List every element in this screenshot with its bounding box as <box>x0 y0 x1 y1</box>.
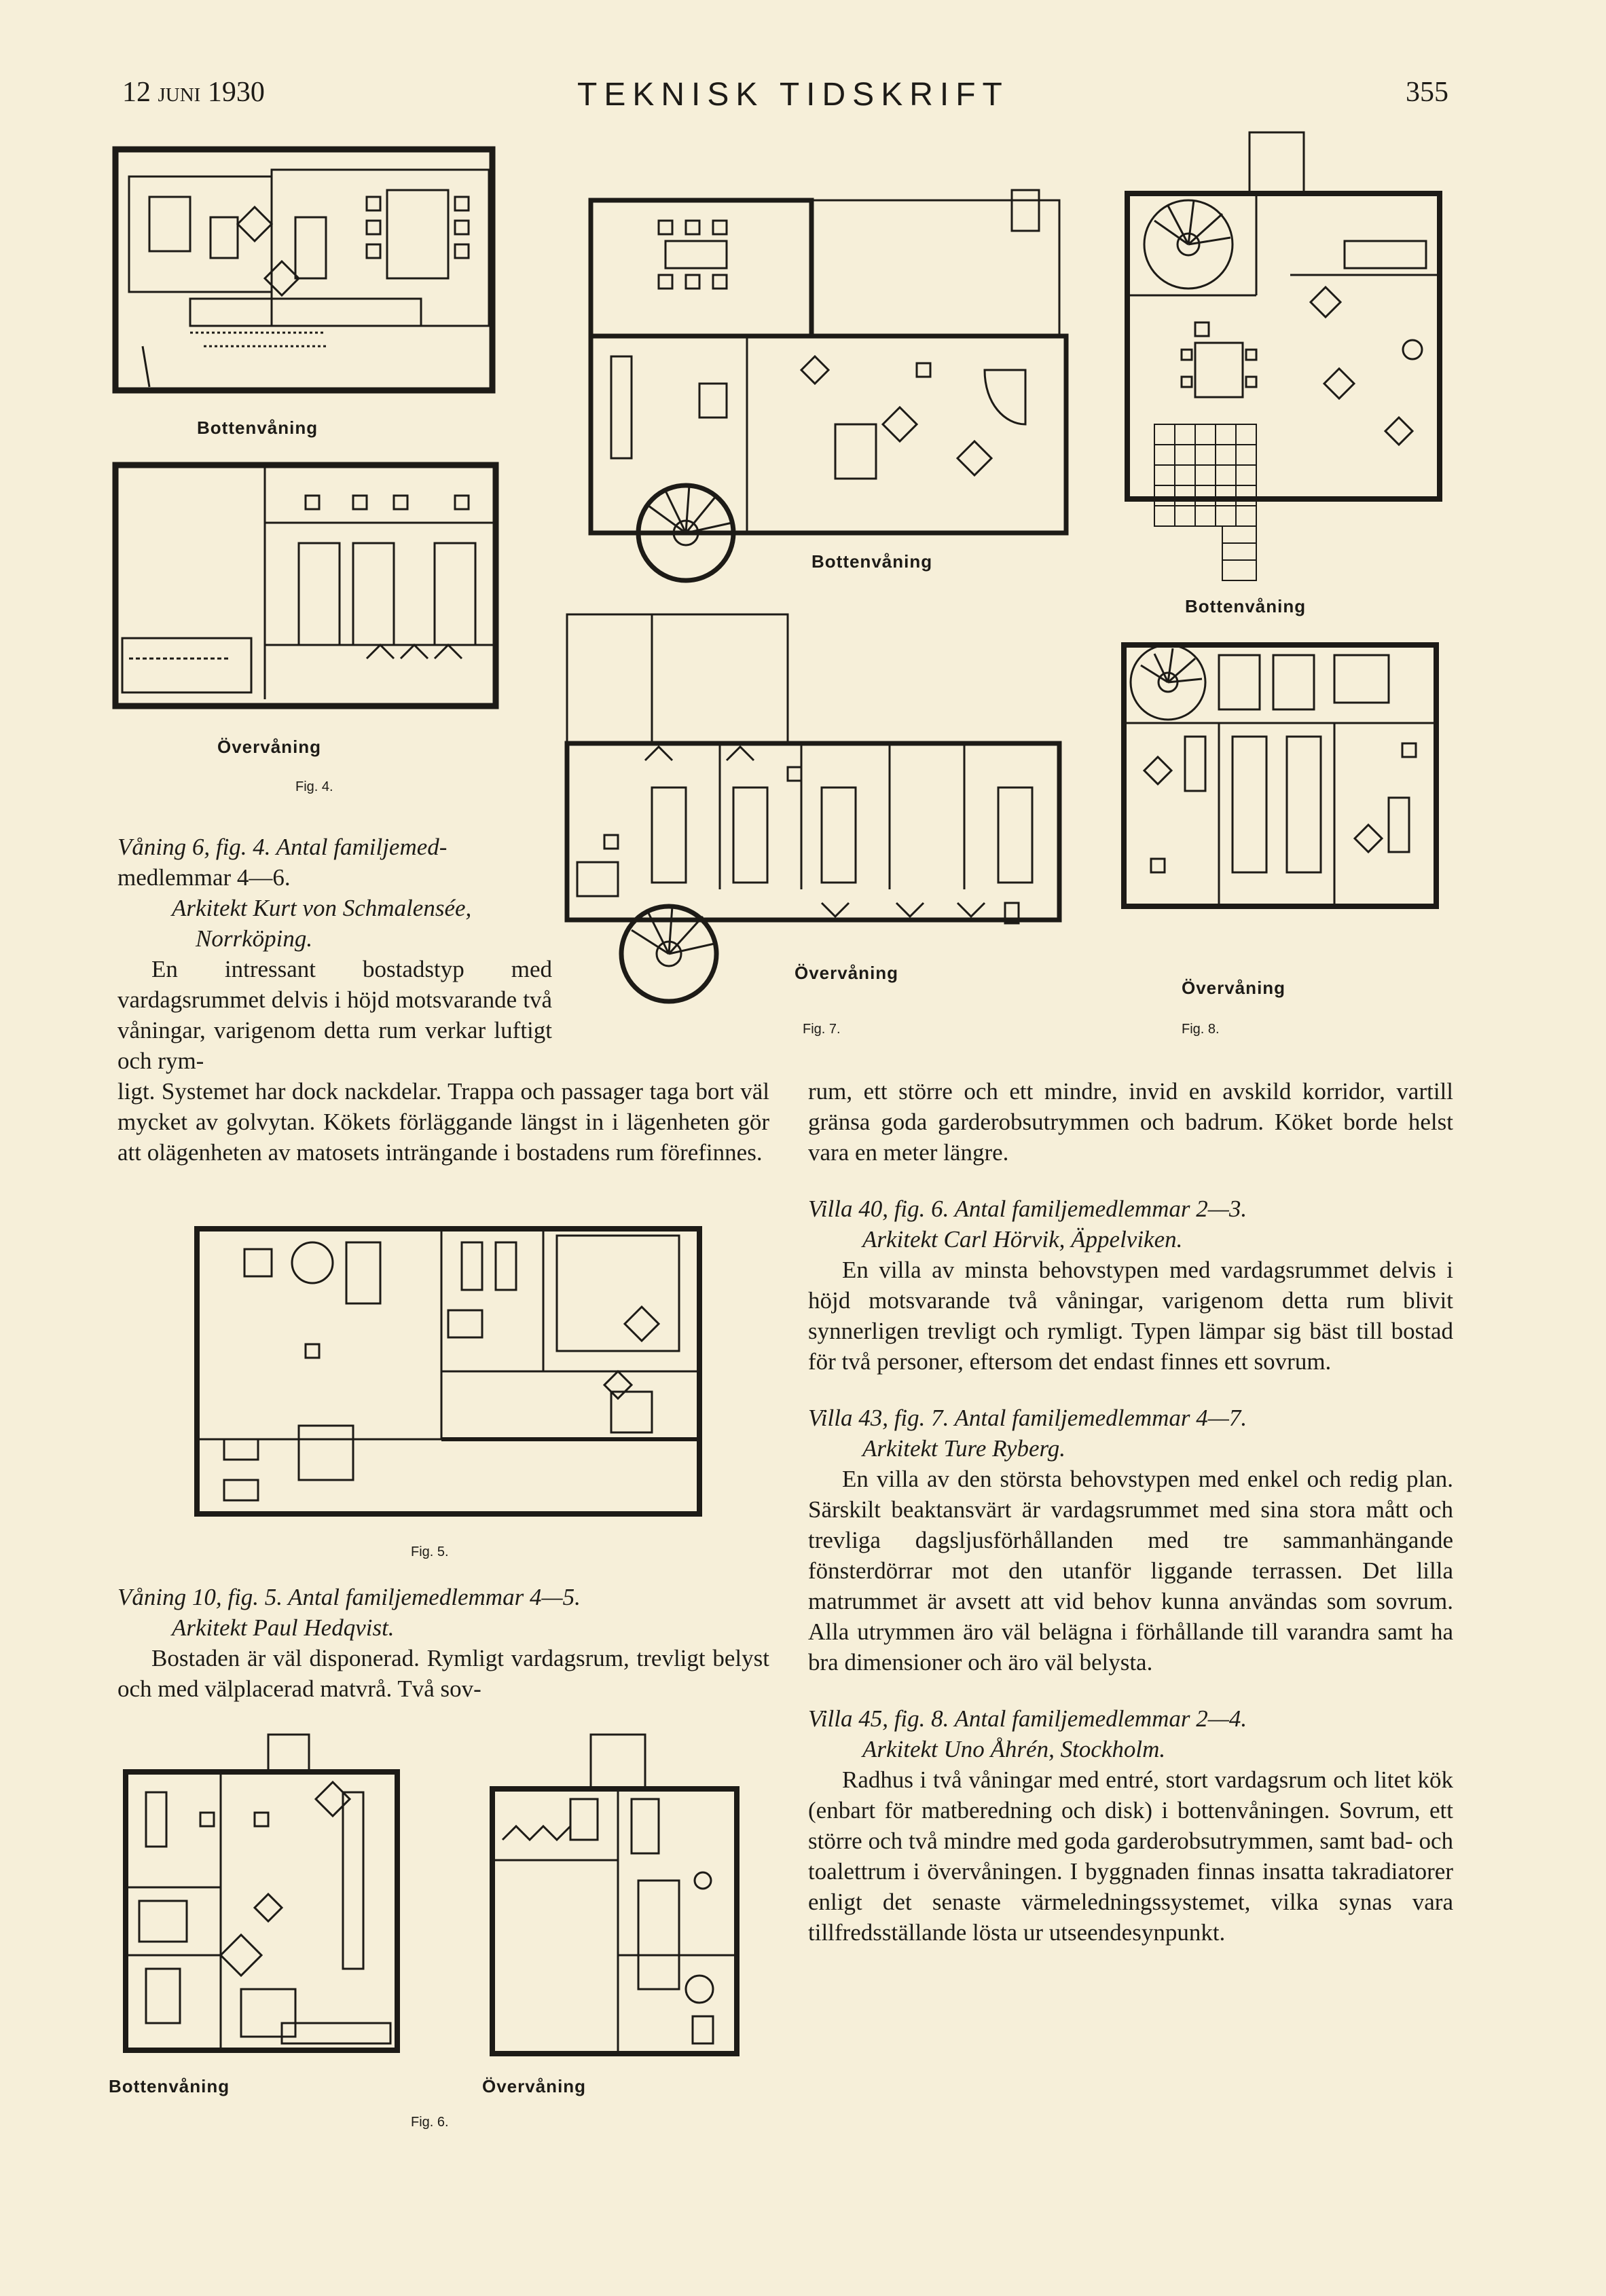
villa40-body: En villa av minsta behovstypen med vardagsrummet delvis i höjd motsvarande två våningar, varigenom detta rum blivit synnerligen trevligt och rymligt. Typen lämpar sig bäst till bostad för två personer, eftersom det endast finnes ett sovrum. <box>808 1257 1453 1375</box>
villa43-architect: Arkitekt Ture Ryberg. <box>862 1435 1066 1462</box>
fig7-ground-floor-plan <box>577 187 1087 594</box>
text-right-column <box>808 1076 1453 1948</box>
fig6-upper-label: Övervåning <box>482 2076 587 2096</box>
vaning6-heading-2: medlemmar 4—6. <box>117 864 291 891</box>
sovrum-continuation: rum, ett större och ett mindre, invid en avskild korridor, vartill gränsa goda garderobsutrymmen och badrum. Köket borde helst vara en meter längre. <box>808 1078 1453 1166</box>
fig4-caption: Fig. 4. <box>295 779 333 794</box>
villa40-heading: Villa 40, fig. 6. Antal familjemedlemmar 2—3. <box>808 1196 1247 1222</box>
fig4-ground-label: Bottenvåning <box>197 418 318 438</box>
fig7-upper-label: Övervåning <box>795 963 899 983</box>
vaning6-architect-1: Arkitekt Kurt von Schmalensée, <box>172 895 472 921</box>
fig4-upper-floor-plan <box>109 455 503 713</box>
vaning6-architect-2: Norrköping. <box>196 925 313 952</box>
vaning6-body-start: En intressant bostadstyp med vardagsrummet delvis i höjd motsvarande två våningar, varigenom detta rum verkar luftigt och rym- <box>117 956 552 1074</box>
header-date: 12 juni 1930 <box>122 77 265 108</box>
fig7-caption: Fig. 7. <box>803 1022 841 1037</box>
fig8-ground-floor-plan <box>1114 126 1457 594</box>
text-vaning6-body <box>117 954 769 1076</box>
villa43-body: En villa av den största behovstypen med enkel och redig plan. Särskilt beaktansvärt är vardagsrummet med sina stora mått och trevliga dagsljusförhållanden med tre sammanhängande fönsterdörrar mot den utanför liggande terrassen. Det lilla matrummet är avsett att vid behov kunna användas som sovrum. Alla utrymmen äro väl belägna i förhållande till varandra samt ha bra dimensioner och äro väl belysta. <box>808 1466 1453 1675</box>
fig6-ground-floor-plan <box>119 1731 404 2071</box>
villa45-body: Radhus i två våningar med entré, stort vardagsrum och litet kök (enbart för matberedning och disk) i bottenvåningen. Sovrum, ett större och två mindre med goda garderobsutrymmen, samt bad- och toalettrum i övervåningen. I byggnaden finnas insatta takradiatorer enligt det senaste värmeledningssystemet, vilka synas vara tillfredsställande lösta ur utseendesynpunkt. <box>808 1766 1453 1946</box>
fig5-caption: Fig. 5. <box>411 1544 449 1559</box>
villa43-heading: Villa 43, fig. 7. Antal familjemedlemmar 4—7. <box>808 1405 1247 1431</box>
text-vaning6 <box>117 832 552 954</box>
vaning10-body: Bostaden är väl disponerad. Rymligt vardagsrum, trevligt belyst och med välplacerad matvrå. Två sov- <box>117 1645 769 1702</box>
header-page-number: 355 <box>1406 77 1448 108</box>
vaning10-architect: Arkitekt Paul Hedqvist. <box>172 1614 395 1641</box>
text-vaning6-body-rest <box>117 1076 769 1168</box>
fig6-ground-label: Bottenvåning <box>109 2076 230 2096</box>
header-journal: TEKNISK TIDSKRIFT <box>577 77 1009 113</box>
fig4-upper-label: Övervåning <box>217 737 322 757</box>
fig8-ground-label: Bottenvåning <box>1185 596 1307 616</box>
fig5-floor-plan <box>190 1222 706 1521</box>
fig4-ground-floor-plan <box>109 143 503 401</box>
text-vaning10 <box>117 1582 769 1704</box>
fig8-upper-floor-plan <box>1117 635 1443 913</box>
vaning6-heading-1: Våning 6, fig. 4. Antal familjemed- <box>117 834 448 860</box>
villa40-architect: Arkitekt Carl Hörvik, Äppelviken. <box>862 1226 1183 1253</box>
villa45-architect: Arkitekt Uno Åhrén, Stockholm. <box>862 1736 1166 1762</box>
fig7-upper-floor-plan <box>564 611 1066 1005</box>
fig8-upper-label: Övervåning <box>1182 978 1286 998</box>
villa45-heading: Villa 45, fig. 8. Antal familjemedlemmar 2—4. <box>808 1705 1247 1732</box>
fig8-caption: Fig. 8. <box>1182 1022 1220 1037</box>
vaning6-body-end: ligt. Systemet har dock nackdelar. Trappa och passager taga bort väl mycket av golvytan. Kökets förläggande längst in i lägenheten gör att olägenheten av matosets inträngande i bostadens rum förefinnes. <box>117 1078 769 1166</box>
fig6-upper-floor-plan <box>475 1731 747 2071</box>
vaning10-heading: Våning 10, fig. 5. Antal familjemedlemmar 4—5. <box>117 1584 581 1610</box>
fig7-ground-label: Bottenvåning <box>811 551 933 572</box>
fig6-caption: Fig. 6. <box>411 2115 449 2130</box>
